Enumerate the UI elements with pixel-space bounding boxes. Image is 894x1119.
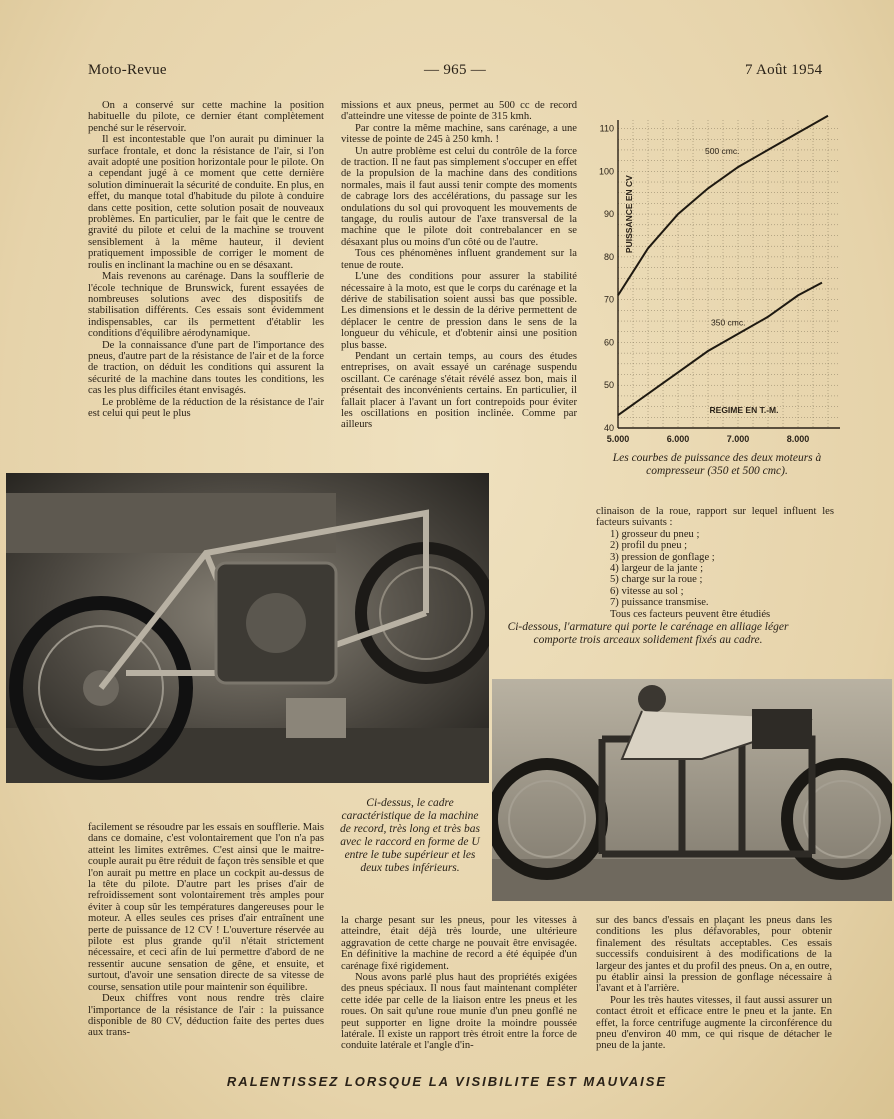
x-axis-title: REGIME EN T.-M. (709, 405, 779, 416)
x-tick-label: 8.000 (786, 434, 810, 444)
footer-slogan: RALENTISSEZ LORSQUE LA VISIBILITE EST MAUVAISE (226, 1074, 668, 1089)
frame-caption: Ci-dessus, le cadre caractéristique de la machine de record, très long et très bas avec le raccord en forme de U entre le tube supérieur et les deux tubes inférieurs. (340, 797, 481, 874)
x-tick-label: 5.000 (606, 434, 630, 444)
x-tick-label: 7.000 (726, 434, 750, 444)
paragraph: Tous ces phénomènes influent grandement sur la tenue de route. (341, 248, 577, 271)
list-item: 7) puissance transmise. (610, 597, 709, 609)
paragraph: Le problème de la réduction de la résistance de l'air est celui qui peut le plus (88, 396, 324, 419)
list-item: 3) pression de gonflage ; (610, 551, 715, 563)
power-curve-chart (592, 112, 846, 452)
article-column-bottom-3 (596, 915, 832, 1052)
article-column-bottom-2 (341, 915, 577, 1052)
series-line (618, 116, 828, 296)
fairing-armature-photo (492, 679, 892, 901)
paragraph: De la connaissance d'une part de l'importance des pneus, d'autre part de la résistance de l'air et de la force de traction, on déduit les conditions qui assurent la sécurité de la machine dans toutes les conditions, les cas les plus difficiles étant envisagés. (88, 339, 324, 397)
magazine-name: Moto-Revue (88, 62, 167, 78)
paragraph: Deux chiffres vont nous rendre très claire l'importance de la résistance de l'air : la puissance disponible de 80 CV, déduction faite des pertes dues aux trans- (88, 993, 324, 1039)
factors-intro: clinaison de la roue, rapport sur lequel influent les facteurs suivants : (596, 506, 834, 529)
paragraph: Pour les très hautes vitesses, il faut aussi assurer un contact étroit et efficace entre le pneu et la jante. En effet, la force centrifuge augmente la circonférence du pneu d'environ 40 mm, ce qui risque de détacher le pneu de la jante. (596, 994, 832, 1052)
list-item: 6) vitesse au sol ; (610, 585, 684, 597)
y-tick-label: 40 (603, 423, 614, 433)
paragraph: Un autre problème est celui du contrôle de la force de traction. Il ne faut pas simplement s'occuper en effet de la propulsion de la machine dans des conditions normales, mais il faut aussi tenir compte des moments de cabrage lors des accélérations, du passage sur les ondulations du sol qui provoquent les mouvements de tangage, du roulis autour de l'axe transversal de la machine que le pilote doit contrebalancer en se désaxant plus ou moins d'un côté ou de l'autre. (341, 145, 577, 248)
series-label: 350 cmc. (711, 317, 746, 328)
chart-caption: Les courbes de puissance des deux moteurs à compresseur (350 et 500 cmc). (612, 452, 822, 477)
factors-list (596, 529, 834, 609)
paragraph: Par contre la même machine, sans carénage, a une vitesse de pointe de 245 à 250 kmh. ! (341, 122, 577, 146)
paragraph: Il est incontestable que l'on aurait pu diminuer la surface frontale, et donc la résistance de l'air, si l'on avait adopté une position horizontale pour le pilote. On a cependant jugé à ce moment que cette dernière solution diminuerait la sécurité de conduite. En plus, en effet, du manque total d'habitude du pilote à conduire dans cette position, cette solution posait de nouveaux problèmes. En particulier, par le fait que le centre de gravité du pilote et celui de la machine se trouvent sensiblement à la même hauteur, il devient pratiquement impossible de corriger le moment de roulis en inclinant la machine ou en se désaxant. (88, 134, 324, 271)
y-tick-label: 90 (603, 209, 614, 220)
list-item: 5) charge sur la roue ; (610, 574, 703, 586)
paragraph: L'une des conditions pour assurer la stabilité nécessaire à la moto, est que le corps du carénage et la dérive de stabilisation soient aussi bas que possible. Les dimensions et le dessin de la dérive permettent de déplacer le centre de pression dans le sens de la longueur du véhicule, et d'obtenir ainsi une position plus basse. (341, 271, 577, 351)
y-tick-label: 110 (599, 123, 614, 134)
fairing-caption: Ci-dessous, l'armature qui porte le carénage en alliage léger comporte trois arceaux solidement fixés au cadre. (507, 621, 789, 646)
paragraph: sur des bancs d'essais en plaçant les pneus dans les conditions les plus défavorables, pour obtenir finalement des résultats acceptables. Ces essais successifs conduisirent à des modifications de la largeur des jantes et du profil des pneus. On a, en outre, pu établir ainsi la pression de gonflage nécessaire à l'avant et à l'arrière. (596, 915, 832, 995)
y-tick-label: 80 (603, 251, 614, 262)
y-tick-label: 50 (603, 380, 614, 391)
chart-grid (618, 120, 840, 428)
list-item: 4) largeur de la jante ; (610, 563, 704, 575)
paragraph: On a conservé sur cette machine la position habituelle du pilote, ce dernier étant complètement penché sur le réservoir. (88, 100, 324, 134)
paragraph: missions et aux pneus, permet au 500 cc de record d'atteindre une vitesse de pointe de 315 kmh. (341, 100, 577, 123)
page-number: — 965 — (424, 62, 487, 78)
y-tick-label: 60 (603, 337, 614, 348)
paragraph: facilement se résoudre par les essais en soufflerie. Mais dans ce domaine, c'est volontairement que l'on n'a pas atteint les limites extrêmes. C'est ainsi que le maitre-couple aurait pu être réduit de façon très sensible et que l'on aurait pu mettre en place un cockpit au-dessus de la tête du pilote. D'autre part les prises d'air de refroidissement sont volontairement très amples pour éviter à coup sûr les températures dangereuses pour le moteur. A elles seules ces prises d'air entraînent une perte de puissance de 12 CV ! L'ouverture réservée au pilote est plus grande qu'il n'était strictement nécessaire, et ceci afin de lui permettre d'abord de ne ressentir aucune sensation de gêne, et ensuite, et surtout, d'avoir une sensation directe de sa vitesse de course, sensation utile pour maintenir son équilibre. (88, 822, 324, 993)
y-tick-label: 70 (603, 294, 614, 305)
y-axis-title: PUISSANCE EN CV (624, 175, 634, 254)
paragraph: Nous avons parlé plus haut des propriétés exigées des pneus spéciaux. Il nous faut maintenant compléter cette idée par celle de la liaison entre les pneus et les roues. On sait qu'une roue munie d'un pneu gonflé ne peut supporter en ligne droite la moindre poussée latérale. Il existe un rapport très étroit entre la force de conduite latérale et l'angle d'in- (341, 972, 577, 1052)
record-frame-photo (6, 473, 489, 783)
list-item: 1) grosseur du pneu ; (610, 528, 700, 540)
series-line (618, 283, 822, 416)
series-label: 500 cmc. (705, 146, 740, 157)
article-column-2 (341, 100, 577, 431)
list-item: 2) profil du pneu ; (610, 540, 688, 552)
paragraph: Mais revenons au carénage. Dans la soufflerie de l'école technique de Brunswick, furent essayées de nombreuses solutions avec des dispositifs de stabilisation différents. Ces essais sont évidemment indispensables, car ils permettent d'établir les conditions d'équilibre aérodynamique. (88, 271, 324, 340)
factors-block (596, 506, 834, 620)
article-column-1 (88, 100, 324, 419)
paragraph: Pendant un certain temps, au cours des études entreprises, on avait essayé un carénage suspendu oscillant. Ce carénage s'était révélé assez bon, mais il présentait des inconvénients certains. En particulier, il fallait placer à l'avant un fort contrepoids pour éviter les oscillations en position inclinée. Comme par ailleurs (341, 350, 577, 431)
issue-date: 7 Août 1954 (745, 62, 823, 78)
article-column-bottom-1 (88, 822, 324, 1039)
y-tick-label: 100 (598, 166, 614, 177)
paragraph: la charge pesant sur les pneus, pour les vitesses à atteindre, était déjà très lourde, une ultérieure aggravation de cette charge ne pouvait être envisagée. En définitive la machine de record a été équipée d'un carénage fixé rigidement. (341, 915, 577, 972)
paragraph: Tous ces facteurs peuvent être étudiés (610, 608, 771, 620)
x-tick-label: 6.000 (666, 434, 690, 444)
